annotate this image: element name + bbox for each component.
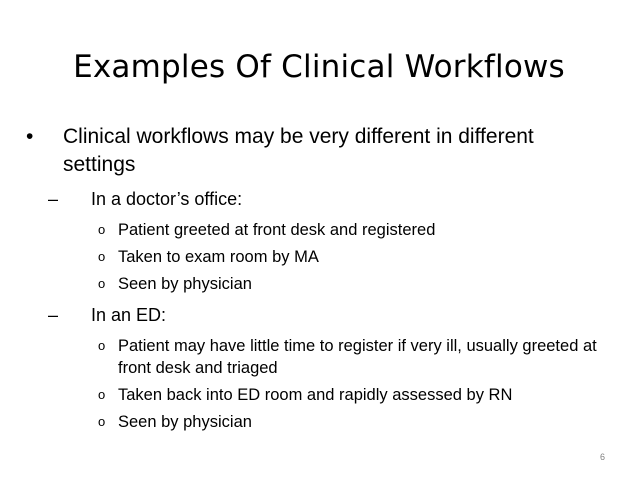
circle-marker: o — [98, 276, 106, 291]
sub-bullet-text: In a doctor’s office: — [91, 189, 243, 209]
circle-marker: o — [98, 414, 106, 429]
circle-marker: o — [98, 249, 106, 264]
list-item — [98, 335, 598, 379]
slide-title: Examples Of Clinical Workflows — [73, 49, 565, 85]
list-item-text: Taken to exam room by MA — [118, 248, 319, 266]
slide-number: 6 — [599, 452, 605, 462]
list-item-text: Seen by physician — [118, 413, 252, 431]
circle-marker: o — [98, 338, 106, 353]
dash-marker: – — [48, 305, 59, 325]
list-item — [98, 384, 598, 406]
list-item-text: Patient may have little time to register if very ill, usually greeted at front desk and triaged — [118, 337, 597, 377]
sub-bullet-doctors-office — [48, 186, 608, 212]
list-item — [98, 246, 598, 268]
sub-bullet-ed — [48, 302, 608, 328]
circle-marker: o — [98, 387, 106, 402]
sub-bullet-text: In an ED: — [91, 305, 167, 325]
list-item — [98, 411, 598, 433]
bullet-text: Clinical workflows may be very different in different settings — [63, 125, 534, 176]
bullet-main-point — [26, 123, 586, 179]
bullet-marker: • — [26, 125, 34, 148]
list-item — [98, 219, 598, 241]
list-item-text: Seen by physician — [118, 275, 252, 293]
list-item — [98, 273, 598, 295]
list-item-text: Taken back into ED room and rapidly assessed by RN — [118, 386, 513, 404]
circle-marker: o — [98, 222, 106, 237]
dash-marker: – — [48, 189, 59, 209]
list-item-text: Patient greeted at front desk and registered — [118, 221, 436, 239]
